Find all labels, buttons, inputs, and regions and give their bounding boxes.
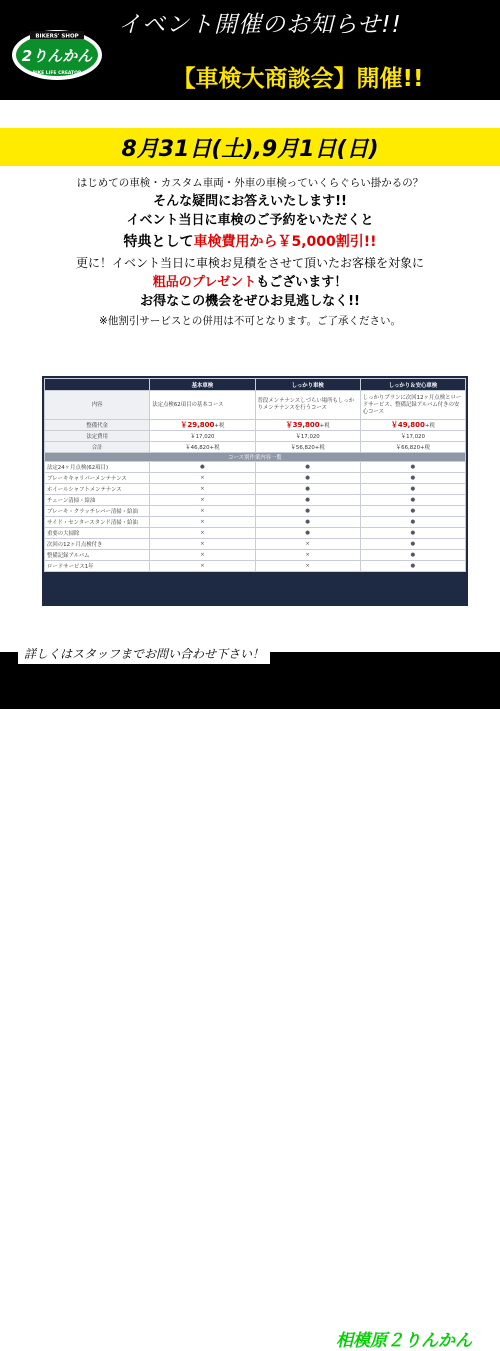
item-label: ブレーキキャリパーメンテナンス	[45, 473, 150, 484]
item-mark: ×	[150, 561, 255, 572]
table-row	[45, 431, 466, 442]
tax-suffix: +税	[424, 423, 435, 429]
item-label: サイド・センタースタンド清掃・給油	[45, 517, 150, 528]
item-mark: ●	[360, 517, 465, 528]
item-mark: ●	[360, 495, 465, 506]
logo-top-text: BIKERS' SHOP	[35, 33, 79, 40]
total: ￥56,820	[290, 445, 315, 451]
text-line-6-suffix: もございます！	[256, 275, 348, 290]
item-row	[45, 561, 466, 572]
item-label: ホイールシャフトメンテナンス	[45, 484, 150, 495]
table-row	[45, 391, 466, 420]
table-cell	[360, 442, 465, 453]
item-label: 法定24ヶ月点検(62項目)	[45, 462, 150, 473]
item-mark: ×	[150, 473, 255, 484]
item-row	[45, 473, 466, 484]
table-row	[45, 420, 466, 431]
discount-highlight: 車検費用から￥5,000割引!!	[193, 234, 377, 250]
item-mark: ●	[360, 484, 465, 495]
event-title: イベント開催のお知らせ!!	[118, 12, 402, 38]
item-mark: ×	[150, 506, 255, 517]
item-row	[45, 495, 466, 506]
item-mark: ●	[255, 517, 360, 528]
event-date: 8月31日(土),9月1日(日)	[121, 137, 379, 162]
item-label: ブレーキ・クラッチレバー清掃・給油	[45, 506, 150, 517]
item-mark: ●	[255, 484, 360, 495]
logo-bottom-text: BIKE LIFE CREATOR	[32, 71, 82, 76]
table-corner	[45, 379, 150, 391]
text-line-7: お得なこの機会をぜひお見逃しなく!!	[140, 294, 360, 309]
row-label: 内容	[45, 391, 150, 420]
tax-suffix: +税	[209, 445, 220, 451]
tax-suffix: +税	[420, 445, 430, 451]
table-cell	[255, 420, 360, 431]
logo-main-text: 2りんかん	[21, 47, 93, 65]
table-row	[45, 442, 466, 453]
table-cell: しっかりプランに次回12ヶ月点検とロードサービス、整備記録アルバム付きの安心コース	[360, 391, 465, 420]
item-row	[45, 484, 466, 495]
text-line-3: イベント当日に車検のご予約をいただくと	[126, 213, 374, 228]
item-mark: ●	[255, 473, 360, 484]
table-cell: 法定点検62項目の基本コース	[150, 391, 255, 420]
section-title: コース別作業内容一覧	[45, 453, 466, 462]
2rinkan-logo	[10, 28, 104, 82]
text-line-1: はじめての車検・カスタム車両・外車の車検っていくらぐらい掛かるの？	[76, 177, 424, 189]
header-band	[0, 0, 500, 100]
text-line-4	[0, 231, 500, 253]
item-row	[45, 517, 466, 528]
item-mark: ●	[255, 528, 360, 539]
item-row	[45, 539, 466, 550]
item-mark: ×	[150, 517, 255, 528]
price: ￥39,800	[285, 421, 320, 429]
table-cell: 普段メンテナンスしづらい場所もしっかりメンテナンスを行うコース	[255, 391, 360, 420]
item-mark: ●	[360, 550, 465, 561]
price: ￥49,800	[390, 421, 425, 429]
section-row	[45, 453, 466, 462]
total: ￥66,820	[395, 445, 421, 451]
table-cell	[360, 420, 465, 431]
column-header: しっかり車検	[255, 379, 360, 391]
column-header: しっかり＆安心車検	[360, 379, 465, 391]
item-row	[45, 528, 466, 539]
item-mark: ●	[150, 462, 255, 473]
total: ￥46,820	[185, 445, 210, 451]
item-row	[45, 550, 466, 561]
item-label: ロードサービス1年	[45, 561, 150, 572]
tax-suffix: +税	[314, 445, 325, 451]
column-header: 基本車検	[150, 379, 255, 391]
table-cell	[150, 442, 255, 453]
course-table	[42, 376, 468, 606]
headline: 【車検大商談会】開催!!	[172, 66, 424, 92]
gift-highlight: 粗品のプレゼント	[152, 275, 257, 290]
table-cell	[150, 420, 255, 431]
text-line-2: そんな疑問にお答えいたします!!	[153, 194, 347, 209]
table-cell: ￥17,020	[255, 431, 360, 442]
table-cell	[255, 442, 360, 453]
disclaimer: ※他割引サービスとの併用は不可となります。ご了承ください。	[99, 315, 401, 327]
item-label: 整備記録アルバム	[45, 550, 150, 561]
item-mark: ×	[150, 550, 255, 561]
table-cell: ￥17,020	[360, 431, 465, 442]
item-mark: ×	[150, 539, 255, 550]
item-mark: ×	[255, 539, 360, 550]
announcement-text	[0, 175, 500, 330]
item-mark: ×	[255, 561, 360, 572]
price: ￥29,800	[180, 421, 215, 429]
text-line-4-prefix: 特典として	[123, 234, 194, 250]
item-mark: ●	[255, 462, 360, 473]
date-band	[0, 128, 500, 166]
row-label: 整備代金	[45, 420, 150, 431]
text-line-6	[0, 273, 500, 292]
item-mark: ●	[255, 495, 360, 506]
item-mark: ×	[150, 495, 255, 506]
item-mark: ×	[150, 484, 255, 495]
item-label: 重要の大掃除	[45, 528, 150, 539]
item-mark: ×	[255, 550, 360, 561]
item-label: 次回の12ヶ月点検付き	[45, 539, 150, 550]
tax-suffix: +税	[214, 423, 225, 429]
row-label: 合計	[45, 442, 150, 453]
item-mark: ×	[150, 528, 255, 539]
text-line-5: 更に！イベント当日に車検お見積をさせて頂いたお客様を対象に	[75, 256, 424, 270]
item-mark: ●	[360, 473, 465, 484]
item-label: チェーン清掃・給油	[45, 495, 150, 506]
item-mark: ●	[360, 539, 465, 550]
item-mark: ●	[360, 506, 465, 517]
item-row	[45, 462, 466, 473]
item-mark: ●	[360, 561, 465, 572]
item-mark: ●	[360, 462, 465, 473]
row-label: 法定費用	[45, 431, 150, 442]
shop-name: 相模原２りんかん	[336, 1331, 472, 1351]
contact-note: 詳しくはスタッフまでお問い合わせ下さい！	[18, 643, 270, 664]
tax-suffix: +税	[319, 423, 330, 429]
table-cell: ￥17,020	[150, 431, 255, 442]
item-mark: ●	[360, 528, 465, 539]
item-row	[45, 506, 466, 517]
item-mark: ●	[255, 506, 360, 517]
